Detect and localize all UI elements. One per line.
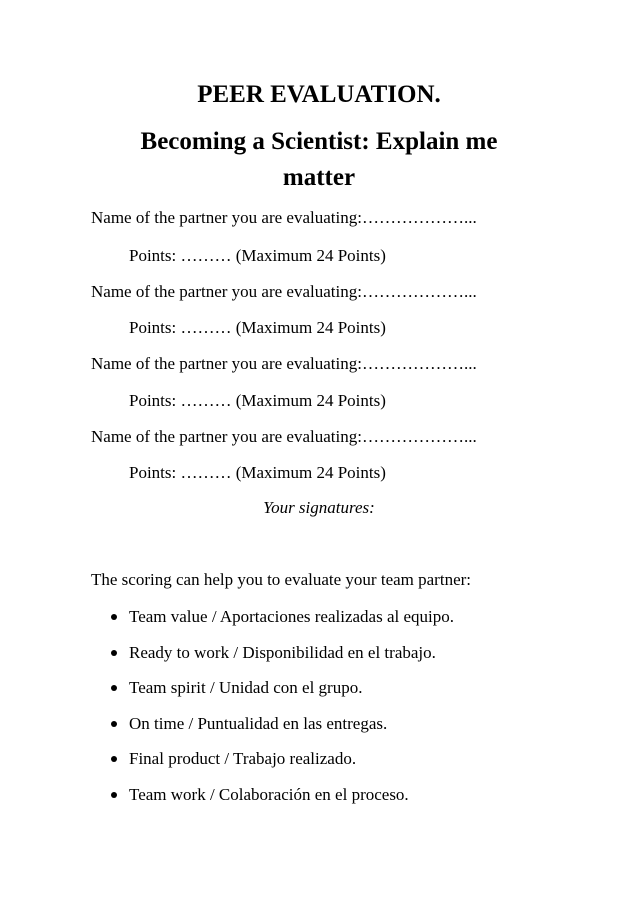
list-item [110,784,454,820]
bullet-icon [111,792,117,798]
points-line-4: Points: ……… (Maximum 24 Points) [129,463,386,482]
partner-name-line-1: Name of the partner you are evaluating:………………... [91,208,477,227]
criterion-text: Ready to work / Disponibilidad en el trabajo. [129,642,436,662]
criterion-text: On time / Puntualidad en las entregas. [129,713,388,733]
bullet-icon [111,721,117,727]
signatures-label: Your signatures: [263,498,375,517]
list-item [110,677,454,713]
criterion-text: Team value / Aportaciones realizadas al equipo. [129,607,454,626]
page-title: PEER EVALUATION. [197,81,441,108]
list-item [110,606,454,642]
scoring-criteria-list [110,606,454,819]
criterion-text: Team work / Colaboración en el proceso. [129,784,409,804]
partner-name-line-4: Name of the partner you are evaluating:………………... [91,427,477,446]
scoring-intro: The scoring can help you to evaluate your team partner: [91,570,471,589]
points-line-2: Points: ……… (Maximum 24 Points) [129,318,386,337]
criterion-text: Team spirit / Unidad con el grupo. [129,678,363,697]
page-subtitle-line-1: Becoming a Scientist: Explain me [140,128,498,155]
bullet-icon [111,614,117,620]
points-line-3: Points: ……… (Maximum 24 Points) [129,391,386,410]
list-item [110,748,454,784]
page-subtitle-line-2: matter [282,164,356,191]
list-item [110,713,454,749]
bullet-icon [111,756,117,762]
criterion-text: Final product / Trabajo realizado. [129,749,357,768]
bullet-icon [111,650,117,656]
partner-name-line-3: Name of the partner you are evaluating:………………... [91,354,477,373]
list-item [110,642,454,678]
bullet-icon [111,685,117,691]
partner-name-line-2: Name of the partner you are evaluating:………………... [91,282,477,301]
points-line-1: Points: ……… (Maximum 24 Points) [129,246,386,265]
